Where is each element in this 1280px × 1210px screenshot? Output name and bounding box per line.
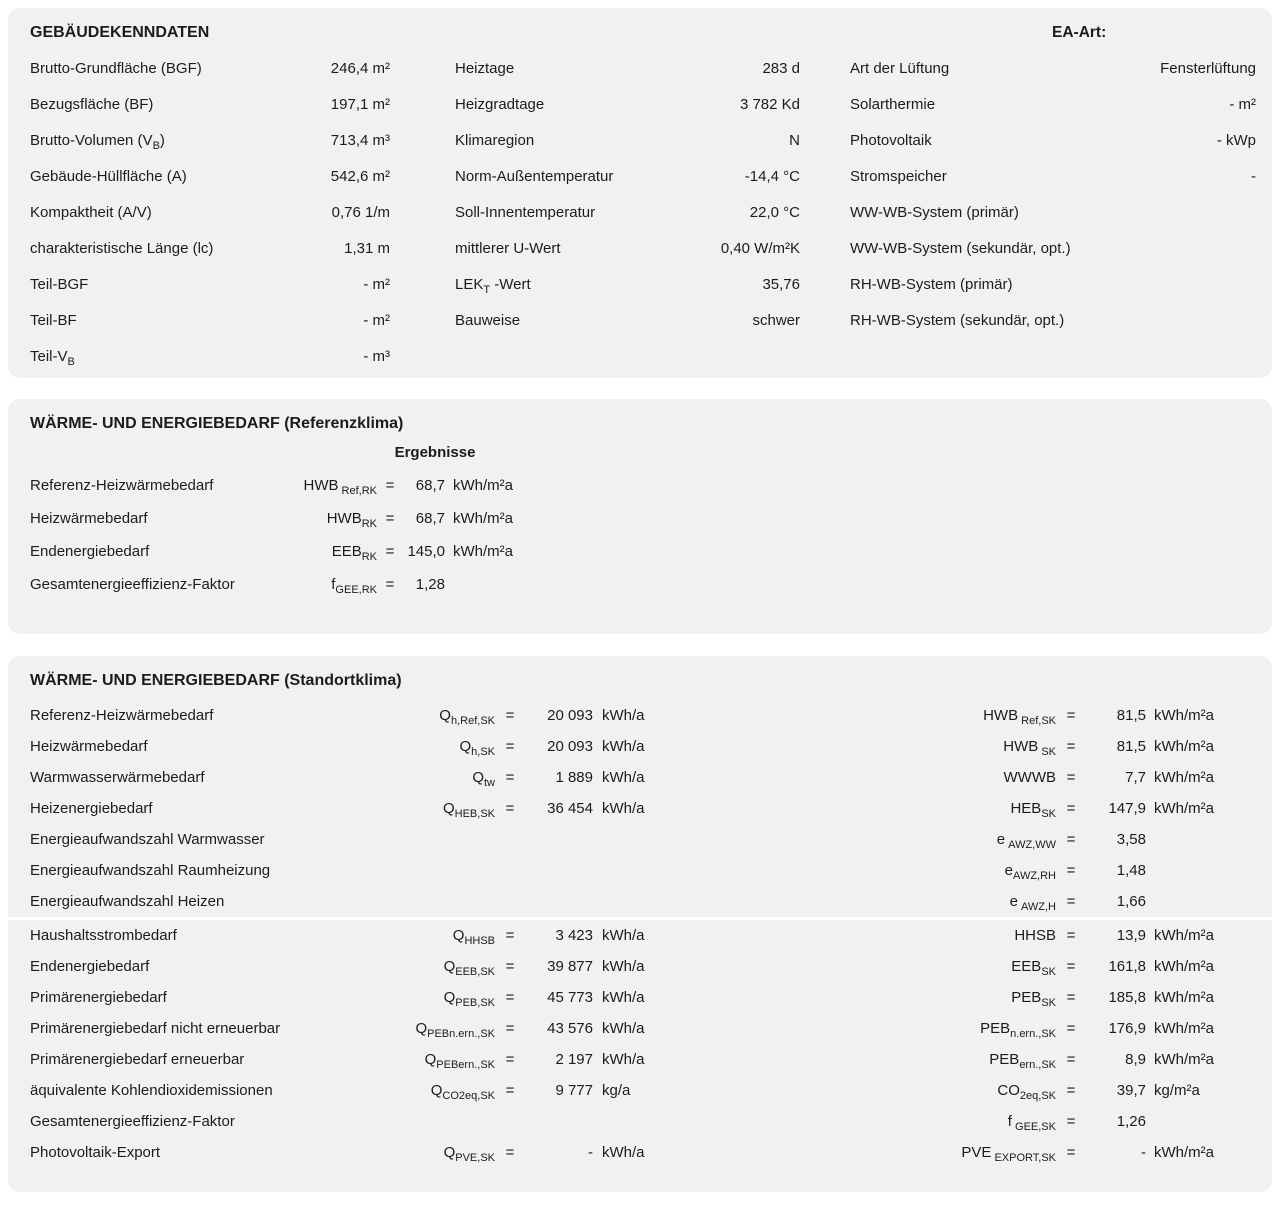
row-label: Energieaufwandszahl Heizen (30, 893, 225, 910)
equals-sign: = (505, 800, 515, 817)
row-unit-absolute: kWh/a (602, 1144, 645, 1161)
equals-sign: = (385, 543, 395, 560)
row-value-absolute: 39 877 (547, 958, 593, 975)
row-value: - kWp (1216, 131, 1256, 149)
row-label: Endenergiebedarf (30, 543, 150, 560)
section-gebaeudekenndaten (8, 8, 1272, 378)
section-title: WÄRME- UND ENERGIEBEDARF (Referenzklima) (30, 415, 404, 432)
table-row (30, 951, 1256, 982)
equals-sign: = (1066, 958, 1076, 975)
row-label: Kompaktheit (A/V) (30, 203, 152, 221)
row-symbol-absolute: $Q_{EEB,SK}$ (443, 958, 495, 978)
table-row (30, 855, 1256, 886)
row-unit-specific: kWh/m²a (1154, 1020, 1214, 1037)
row-unit: kWh/m²a (453, 477, 513, 494)
table-row (30, 302, 390, 338)
row-symbol-specific: PVE $_{EXPORT,SK}$ (961, 1144, 1056, 1164)
equals-sign: = (385, 477, 395, 494)
row-symbol-specific: HWB $_{SK}$ (1003, 738, 1056, 758)
row-unit-specific: kWh/m²a (1154, 707, 1214, 724)
row-symbol-specific: $CO_{2eq,SK}$ (997, 1082, 1056, 1102)
table-row (850, 122, 1256, 158)
row-value: - m² (1229, 95, 1256, 113)
row-label: Norm-Außentemperatur (455, 167, 614, 185)
row-unit-absolute: kWh/a (602, 927, 645, 944)
row-value-specific: 1,48 (1116, 862, 1146, 879)
row-value-absolute: - (588, 1144, 593, 1161)
row-value: -14,4 °C (744, 167, 800, 185)
row-value-absolute: 3 423 (555, 927, 593, 944)
row-value-specific: 13,9 (1116, 927, 1146, 944)
row-symbol-absolute: $Q_{h,SK}$ (459, 738, 495, 758)
row-value-absolute: 36 454 (547, 800, 593, 817)
row-value-absolute: 20 093 (547, 707, 593, 724)
row-unit-specific: kWh/m²a (1154, 800, 1214, 817)
row-symbol-specific: HWB $_{Ref,SK}$ (983, 707, 1056, 727)
table-row (455, 122, 800, 158)
row-label: $LEK_T$ -Wert (455, 275, 531, 296)
equals-sign: = (1066, 1144, 1076, 1161)
row-value: - m³ (363, 347, 390, 365)
row-label: Teil-BGF (30, 275, 89, 293)
row-label: RH-WB-System (sekundär, opt.) (850, 311, 1065, 329)
row-label: Soll-Innentemperatur (455, 203, 596, 221)
row-label: Bauweise (455, 311, 521, 329)
row-value-absolute: 9 777 (555, 1082, 593, 1099)
table-row (30, 158, 390, 194)
equals-sign: = (1066, 927, 1076, 944)
row-label: Photovoltaik (850, 131, 932, 149)
equals-sign: = (505, 958, 515, 975)
row-value: N (789, 131, 800, 149)
table-row (30, 469, 1256, 502)
row-value-absolute: 43 576 (547, 1020, 593, 1037)
section-title: WÄRME- UND ENERGIEBEDARF (Standortklima) (30, 672, 402, 689)
section-title: GEBÄUDEKENNDATEN (30, 24, 210, 41)
row-value: 22,0 °C (749, 203, 800, 221)
row-label: Energieaufwandszahl Warmwasser (30, 831, 265, 848)
table-row (455, 158, 800, 194)
row-value: 35,76 (762, 275, 800, 293)
table-row (455, 302, 800, 338)
row-label: Energieaufwandszahl Raumheizung (30, 862, 271, 879)
row-label: Primärenergiebedarf erneuerbar (30, 1051, 245, 1068)
row-unit-specific: kWh/m²a (1154, 958, 1214, 975)
row-value-absolute: 45 773 (547, 989, 593, 1006)
row-unit-absolute: kg/a (602, 1082, 631, 1099)
row-symbol: HWB $_{Ref,RK}$ (303, 477, 377, 497)
table-row (30, 338, 390, 374)
table-row (455, 266, 800, 302)
equals-sign: = (505, 1051, 515, 1068)
row-value-specific: - (1141, 1144, 1146, 1161)
table-row (30, 982, 1256, 1013)
row-value-specific: 147,9 (1108, 800, 1146, 817)
table-row (30, 886, 1256, 917)
equals-sign: = (1066, 1082, 1076, 1099)
row-symbol-absolute: $Q_{PEB,SK}$ (443, 989, 495, 1009)
row-value: 68,7 (415, 477, 445, 494)
row-value: - m² (363, 275, 390, 293)
equals-sign: = (505, 738, 515, 755)
row-value: 713,4 m³ (330, 131, 390, 149)
row-label: Referenz-Heizwärmebedarf (30, 707, 214, 724)
row-value-specific: 39,7 (1116, 1082, 1146, 1099)
row-unit-absolute: kWh/a (602, 800, 645, 817)
equals-sign: = (1066, 738, 1076, 755)
row-label: Endenergiebedarf (30, 958, 150, 975)
row-unit-absolute: kWh/a (602, 1020, 645, 1037)
equals-sign: = (385, 576, 395, 593)
row-label: Bezugsfläche (BF) (30, 95, 154, 113)
row-unit: kWh/m²a (453, 543, 513, 560)
row-value-absolute: 1 889 (555, 769, 593, 786)
table-row (850, 50, 1256, 86)
row-label: Brutto-Volumen $(V_B)$ (30, 131, 165, 152)
ea-art-label: EA-Art: (1052, 24, 1107, 41)
row-value-specific: 161,8 (1108, 958, 1146, 975)
row-value: - m² (363, 311, 390, 329)
row-symbol: $f_{GEE,RK}$ (331, 576, 377, 596)
row-value-specific: 176,9 (1108, 1020, 1146, 1037)
row-label: Gesamtenergieeffizienz-Faktor (30, 576, 235, 593)
row-symbol-absolute: $Q_{HHSB}$ (452, 927, 495, 947)
table-row (850, 266, 1256, 302)
row-unit-absolute: kWh/a (602, 738, 645, 755)
table-row (455, 230, 800, 266)
results-header: Ergebnisse (394, 444, 476, 461)
row-symbol-specific: $PEB_{ern.,SK}$ (989, 1051, 1056, 1071)
row-label: Brutto-Grundfläche (BGF) (30, 59, 202, 77)
equals-sign: = (1066, 707, 1076, 724)
row-symbol: $HWB_{RK}$ (326, 510, 377, 530)
row-label: Teil-BF (30, 311, 77, 329)
row-unit-absolute: kWh/a (602, 769, 645, 786)
gebaeude-column-3 (850, 50, 1256, 374)
row-label: Heizenergiebedarf (30, 800, 153, 817)
row-label: Gebäude-Hüllfläche (A) (30, 167, 187, 185)
row-unit-absolute: kWh/a (602, 1051, 645, 1068)
table-row (30, 568, 1256, 601)
gebaeude-column-2 (455, 50, 800, 374)
table-row (455, 50, 800, 86)
row-value-specific: 3,58 (1116, 831, 1146, 848)
row-value: 145,0 (407, 543, 445, 560)
row-symbol: $EEB_{RK}$ (331, 543, 377, 563)
row-unit-absolute: kWh/a (602, 707, 645, 724)
row-value-specific: 81,5 (1116, 738, 1146, 755)
table-row (30, 230, 390, 266)
table-row (30, 50, 390, 86)
row-value: 1,31 m (344, 239, 390, 257)
row-symbol-specific: WWWB (1003, 769, 1056, 786)
table-row (30, 502, 1256, 535)
row-value-specific: 7,7 (1125, 769, 1146, 786)
row-unit-specific: kWh/m²a (1154, 989, 1214, 1006)
row-symbol-specific: $PEB_{SK}$ (1011, 989, 1056, 1009)
row-label: Primärenergiebedarf (30, 989, 167, 1006)
row-value-specific: 1,66 (1116, 893, 1146, 910)
equals-sign: = (1066, 989, 1076, 1006)
row-symbol-absolute: $Q_{HEB,SK}$ (442, 800, 495, 820)
equals-sign: = (505, 707, 515, 724)
row-symbol-specific: f $_{GEE,SK}$ (1007, 1113, 1056, 1133)
table-row (30, 1013, 1256, 1044)
row-symbol-absolute: $Q_{tw}$ (472, 769, 495, 789)
row-unit-specific: kWh/m²a (1154, 769, 1214, 786)
row-label: Heizwärmebedarf (30, 510, 148, 527)
equals-sign: = (505, 769, 515, 786)
equals-sign: = (505, 1144, 515, 1161)
row-symbol-absolute: $Q_{CO2eq,SK}$ (430, 1082, 495, 1102)
row-label: Heiztage (455, 59, 515, 77)
section-waerme-energiebedarf-referenzklima (8, 399, 1272, 634)
row-symbol-absolute: $Q_{PEBn.ern.,SK}$ (415, 1020, 495, 1040)
table-row (30, 1137, 1256, 1168)
equals-sign: = (385, 510, 395, 527)
equals-sign: = (1066, 862, 1076, 879)
table-row (455, 194, 800, 230)
table-row (30, 1044, 1256, 1075)
table-row (850, 194, 1256, 230)
table-row (30, 194, 390, 230)
equals-sign: = (505, 1082, 515, 1099)
row-value: 0,76 1/m (331, 203, 390, 221)
row-value-specific: 81,5 (1116, 707, 1146, 724)
row-value: 3 782 Kd (739, 95, 800, 113)
row-value: 246,4 m² (330, 59, 390, 77)
table-row (30, 266, 390, 302)
row-symbol-absolute: $Q_{h,Ref,SK}$ (439, 707, 495, 727)
equals-sign: = (1066, 1020, 1076, 1037)
table-row (30, 86, 390, 122)
row-value: Fensterlüftung (1160, 59, 1256, 77)
row-label: Klimaregion (455, 131, 535, 149)
table-row (30, 824, 1256, 855)
table-row (30, 122, 390, 158)
row-unit-specific: kWh/m²a (1154, 1144, 1214, 1161)
table-row (850, 230, 1256, 266)
table-row (30, 1106, 1256, 1137)
row-symbol-absolute: $Q_{PEBern.,SK}$ (424, 1051, 495, 1071)
row-label: Haushaltsstrombedarf (30, 927, 177, 944)
row-label: WW-WB-System (primär) (850, 203, 1019, 221)
table-row (30, 535, 1256, 568)
row-unit-specific: kWh/m²a (1154, 1051, 1214, 1068)
gebaeude-grid (30, 50, 1256, 374)
row-symbol-absolute: $Q_{PVE,SK}$ (443, 1144, 495, 1164)
row-unit: kWh/m²a (453, 510, 513, 527)
row-label: äquivalente Kohlendioxidemissionen (30, 1082, 273, 1099)
row-label: WW-WB-System (sekundär, opt.) (850, 239, 1071, 257)
row-unit-specific: kWh/m²a (1154, 927, 1214, 944)
table-row (30, 793, 1256, 824)
row-label: charakteristische Länge (lc) (30, 239, 214, 257)
row-value: 1,28 (415, 576, 445, 593)
row-value-specific: 185,8 (1108, 989, 1146, 1006)
row-label: Teil-$V_B$ (30, 347, 75, 368)
equals-sign: = (1066, 1051, 1076, 1068)
row-value: 68,7 (415, 510, 445, 527)
equals-sign: = (505, 989, 515, 1006)
row-label: Heizgradtage (455, 95, 545, 113)
row-label: Stromspeicher (850, 167, 947, 185)
table-row (850, 86, 1256, 122)
table-row (30, 700, 1256, 731)
equals-sign: = (505, 1020, 515, 1037)
row-label: RH-WB-System (primär) (850, 275, 1013, 293)
row-value-absolute: 20 093 (547, 738, 593, 755)
row-unit-specific: kWh/m²a (1154, 738, 1214, 755)
equals-sign: = (505, 927, 515, 944)
row-label: Photovoltaik-Export (30, 1144, 161, 1161)
row-value-absolute: 2 197 (555, 1051, 593, 1068)
table-row (30, 731, 1256, 762)
equals-sign: = (1066, 893, 1076, 910)
row-value: 0,40 W/m²K (720, 239, 800, 257)
row-label: Referenz-Heizwärmebedarf (30, 477, 214, 494)
equals-sign: = (1066, 800, 1076, 817)
row-symbol-specific: $e_{AWZ,RH}$ (1004, 862, 1056, 882)
table-row (30, 920, 1256, 951)
row-symbol-specific: $PEB_{n.ern.,SK}$ (980, 1020, 1056, 1040)
row-value: 542,6 m² (330, 167, 390, 185)
row-label: Gesamtenergieeffizienz-Faktor (30, 1113, 235, 1130)
section-waerme-energiebedarf-standortklima (8, 656, 1272, 1192)
row-symbol-specific: $HEB_{SK}$ (1010, 800, 1056, 820)
equals-sign: = (1066, 1113, 1076, 1130)
row-value-specific: 8,9 (1125, 1051, 1146, 1068)
row-value: 197,1 m² (330, 95, 390, 113)
row-label: Art der Lüftung (850, 59, 950, 77)
row-value: - (1251, 167, 1256, 185)
row-symbol-specific: e $_{AWZ,WW}$ (996, 831, 1056, 851)
row-unit-specific: kg/m²a (1154, 1082, 1200, 1099)
row-label: Primärenergiebedarf nicht erneuerbar (30, 1020, 281, 1037)
row-value-specific: 1,26 (1116, 1113, 1146, 1130)
row-symbol-specific: $EEB_{SK}$ (1011, 958, 1056, 978)
gebaeude-column-1 (30, 50, 390, 374)
row-label: Warmwasserwärmebedarf (30, 769, 205, 786)
standortklima-rows (30, 700, 1256, 1168)
row-label: Heizwärmebedarf (30, 738, 148, 755)
row-value: 283 d (762, 59, 800, 77)
table-row (850, 158, 1256, 194)
row-label: mittlerer U-Wert (455, 239, 561, 257)
table-row (455, 86, 800, 122)
equals-sign: = (1066, 769, 1076, 786)
row-value: schwer (752, 311, 800, 329)
row-unit-absolute: kWh/a (602, 958, 645, 975)
table-row (850, 302, 1256, 338)
table-row (30, 762, 1256, 793)
equals-sign: = (1066, 831, 1076, 848)
row-label: Solarthermie (850, 95, 936, 113)
table-row (30, 1075, 1256, 1106)
row-symbol-specific: e $_{AWZ,H}$ (1009, 893, 1056, 913)
row-unit-absolute: kWh/a (602, 989, 645, 1006)
row-symbol-specific: HHSB (1014, 927, 1056, 944)
